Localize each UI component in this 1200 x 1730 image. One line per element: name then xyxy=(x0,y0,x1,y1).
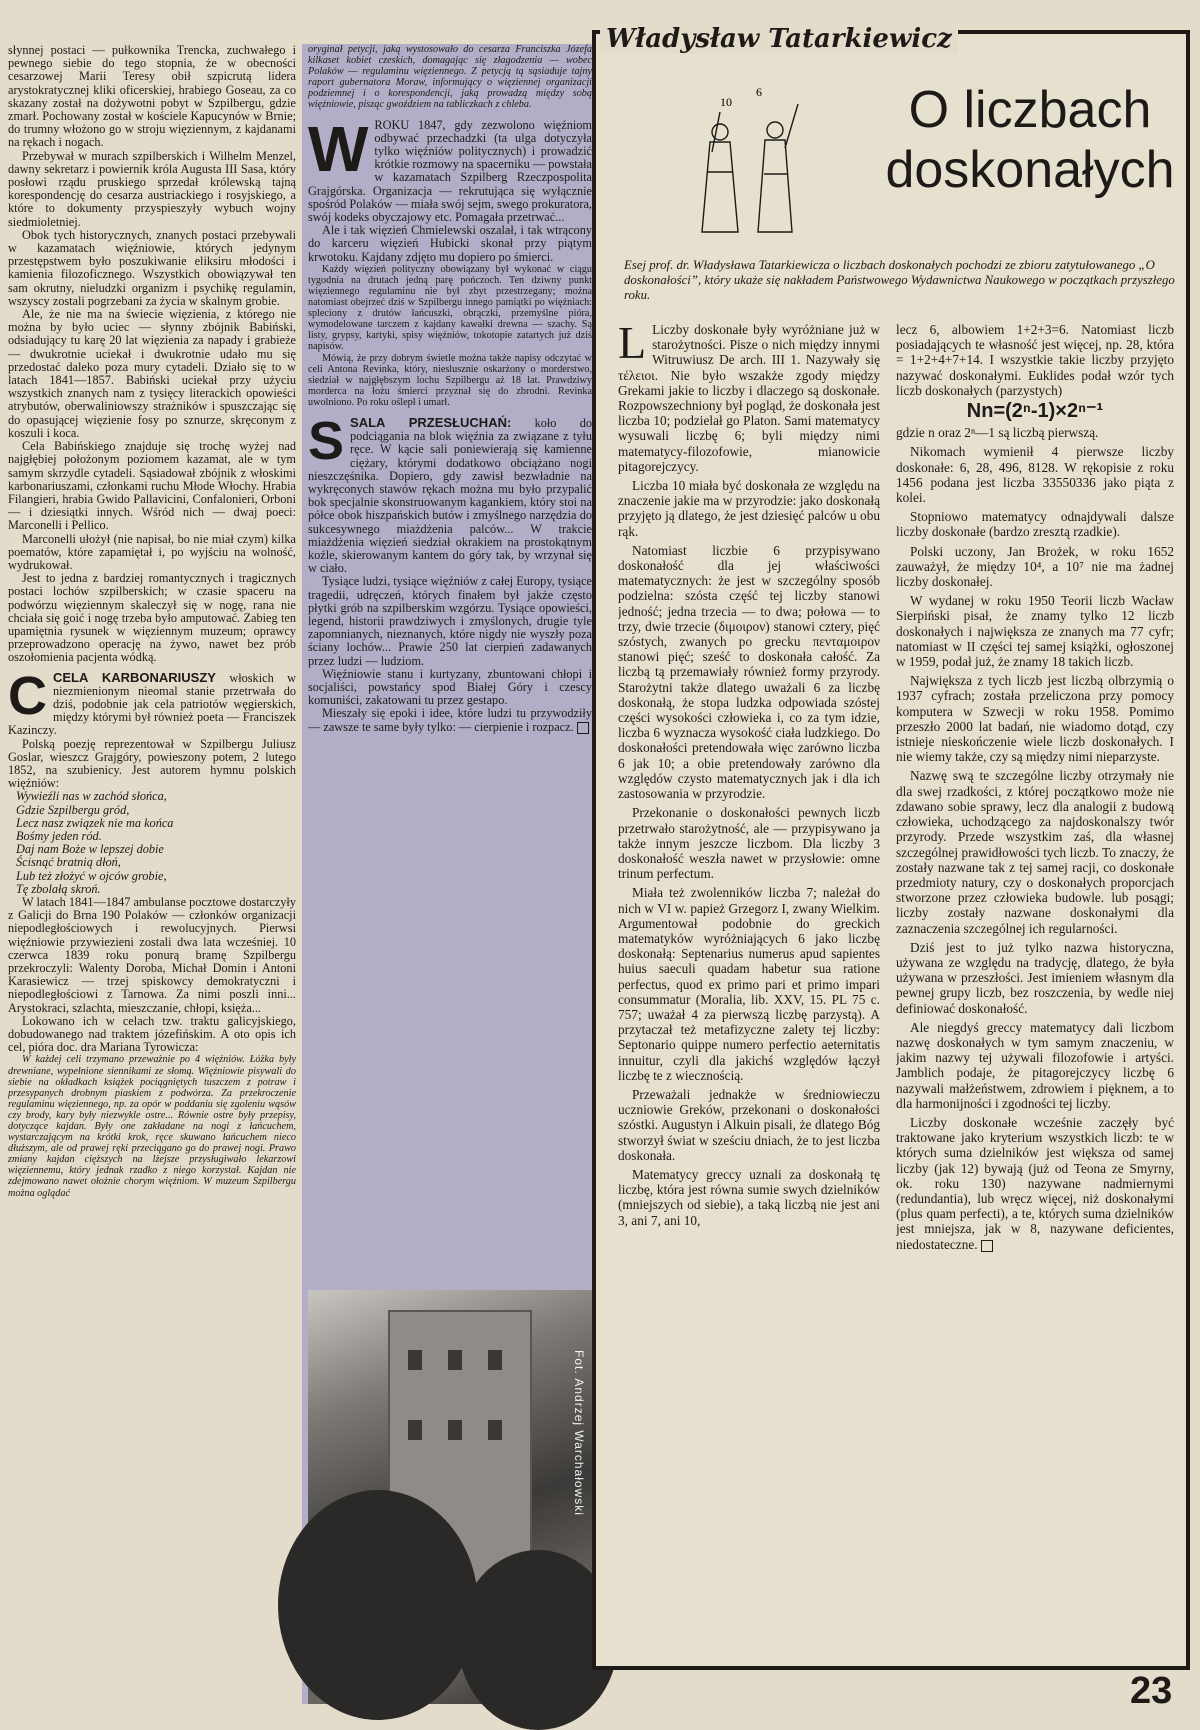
paragraph: Stopniowo matematycy odnajdywali dalsze liczby doskonałe (bardzo zresztą rzadkie). xyxy=(896,509,1174,540)
photo-credit: Fot. Andrzej Warchałowski xyxy=(572,1350,586,1516)
poem-line: Ścisnąć bratnią dłoń, xyxy=(16,855,121,870)
paragraph: Liczba 10 miała być doskonała ze względu na znaczenie jakie ma w przyrodzie: jako doskonałą przyjęto ją dlatego, że jest dziesięć palców u obu rąk. xyxy=(618,478,880,539)
paragraph: Polski uczony, Jan Brożek, w roku 1652 zauważył, że między 10⁴, a 10⁷ nie ma żadnej liczby doskonałej. xyxy=(896,543,1174,590)
paragraph: włoskich w niezmienionym nieomal stanie przetrwała do dziś, podobnie jak cela patriotów węgierskich, między którymi był również poeta — Franciszek Kazinczy. xyxy=(8,670,296,738)
paragraph: Przebywał w murach szpilberskich i Wilhelm Menzel, dawny sekretarz i powiernik króla Augusta III Sasa, który posłowi rządu pruskiego sprzedał królewską tajną korespondencję do cesarza austriackiego i rosyjskiego, a które to dokumenty przyspieszyły wybuch wojny siedmioletniej. xyxy=(8,148,296,229)
quote-paragraph: W każdej celi trzymano przeważnie po 4 więźniów. Łóżka były drewniane, wypełnione siennikami ze słomą. Więźniowie pisywali do siebie na okładkach książek pociągniętych tuszczem z potraw i przesypanych drobnym piaskiem z podwórza. Za przekroczenie regulaminu więziennego, np. za opór w poddaniu się zgoleniu wąsów czy brody, kary były niezwykle ostre... Równie ostre były przepisy, dotyczące kajdan. Były one zakładane na nogi z łańcuchem, wystarczającym na krótki krok, ręce skuwano łańcuchem nieco dłuższym, ale od prawej ręki przeciągano go do prawej nogi. Prawo zmiany kajdan cięższych na lżejsze przysługiwało lekarzowi więziennemu, który jednak rzadko z niego korzystał. Kajdan nie zdejmowano nawet ołożnie chorym więźniom. W muzeum Szpilbergu można oglądać xyxy=(8,1054,296,1199)
paragraph: W latach 1841—1847 ambulanse pocztowe dostarczyły z Galicji do Brna 190 Polaków — członków organizacji niepodległościowych i rewolucyjnych. Pierwsi więźniowie przywiezieni zostali dwa lata wcześniej. 10 czerwca 1839 roku ponurą bramę Szpilbergu przekroczyli: Walenty Doroba, Michał Domin i Antoni Karasiewicz — trzej spiskowcy demokratyczni i niepodległościowi z Tarnowa. Za nimi poszli inni... Arystokraci, szlachta, mieszczanie, chłopi, księża... xyxy=(8,895,296,1015)
paragraph: Ale niegdyś greccy matematycy dali liczbom nazwę doskonałych w tym samym znaczeniu, w jakim nazwy tej używali filozofowie i artyści. Jamblich podaje, że pitagorejczycy liczbę 6 nazywali małżeństwem, zdrowiem i pięknem, a to dla harmonijności i zgodności tej liczby. xyxy=(896,1019,1174,1111)
poem-line: Tę zbolałą skroń. xyxy=(16,881,101,896)
paragraph: Jest to jedna z bardziej romantycznych i tragicznych postaci lochów szpilberskich; w czasie spaceru na podwórzu więziennym skaleczył się w nogę, rana nie chciała się goić i nogę trzeba było amputować. Zabieg ten upamiętnia rysunek w więziennym muzeum; oprawcy przeprowadzono operację na żywo, nawet bez prób oszołomienia pacjenta wódką. xyxy=(8,571,296,665)
paragraph: słynnej postaci — pułkownika Trencka, zuchwałego i pewnego siebie do tego stopnia, że w obecności cesarzowej Marii Teresy obił szpicrutą lidera arystokratycznej kliki oficerskiej, hrabiego Goseau, za co skazany został na dożywotni pobyt w Szpilbergu, gdzie zmarł. Pochowany został w kościele Kapucynów w Brnie; do trumny włożono go w stroju więziennym, z kajdanami na rękach i nogach. xyxy=(8,44,296,150)
paragraph: koło do podciągania na blok więźnia za związane z tyłu ręce. W kącie sali poniewierają się kamienne ciężary, którymi dodatkowo obciążano nogi nieszczęśnika. Dopiero, gdy zawisł bezwładnie na wykręconych stawów rękach można mu było przypalić bok specjalnie skonstruowanym kagankiem, który stoi na półce obok hiszpańskich butów i zmyślnego narzędzia do sukcesywnego miażdżenia palców... W trakcie miażdżenia więzień siedział okrakiem na prostokątnym koźle, skierowanym kantem do góry tak, by wrzynał się w ciało. xyxy=(308,416,592,576)
paragraph-text: Mieszały się epoki i idee, które ludzi tu przywodziły — zawsze te same były tylko: — cierpienie i rozpacz. xyxy=(308,706,592,734)
paragraph xyxy=(618,322,880,474)
euclid-formula: Nn=(2ⁿ-1)×2ⁿ⁻¹ xyxy=(966,400,1104,423)
middle-column xyxy=(308,44,592,1284)
paragraph: Więźniowie stanu i kurtyzany, zbuntowani chłopi i socjaliści, powstańcy spod Białej Góry i czescy komuniści, zakatowani tu przez gestapo. xyxy=(308,666,592,708)
article-title: O liczbach doskonałych xyxy=(885,81,1175,199)
paragraph: lecz 6, albowiem 1+2+3=6. Natomiast liczb posiadających te własność jest więcej, np. 28, która = 1+2+4+7+14. I wszystkie takie liczby przyjęto nazywać doskonałymi. Euklides podał wzór tych liczb doskonałych (parzystych) xyxy=(896,322,1174,398)
quote-paragraph: oryginał petycji, jaką wystosowało do cesarza Franciszka Józefa kilkaset kobiet czeskich, domagając się złagodzenia — wobec Polaków — regulaminu więziennego. Z petycją tą sąsiaduje tajny raport gubernatora Moraw, informujący o więziennej organizacji podziemnej i o korespondencji, jaką prowadzą między sobą więźniowie, pisząc gwoździem na tabliczkach z chleba. xyxy=(308,44,592,111)
window-shape xyxy=(408,1420,422,1440)
castle-photo xyxy=(308,1290,592,1704)
paragraph: Największa z tych liczb jest liczbą olbrzymią o 1937 cyfrach; została przeliczona przy pomocy komputera w Szwecji w roku 1958. Pomimo przeszło 2000 lat badań, nie wiadomo dotąd, czy istnieje nieskończenie wiele liczb doskonałych. I nie wiemy także, czy są między nimi nieparzyste. xyxy=(896,673,1174,765)
paragraph: Lokowano ich w celach tzw. traktu galicyjskiego, dobudowanego nad traktem józefińskim. A oto opis ich cel, pióra doc. dra Mariana Tyrowicza: xyxy=(8,1013,296,1055)
paragraph: W wydanej w roku 1950 Teorii liczb Wacław Sierpiński pisał, że znamy tylko 12 liczb doskonałych i największa ze znanych ma 77 cyfr; natomiast w II części tej samej książki, ogłoszonej w 1959, podał już, że znamy 18 takich liczb. xyxy=(896,593,1174,670)
paragraph: Przekonanie o doskonałości pewnych liczb przetrwało starożytność, ale — przypisywano ja także innym jeszcze liczbom. Dla liczby 3 doskonałość weszła nawet w przysłowie: omne trinum perfectum. xyxy=(618,805,880,882)
paragraph: Ale i tak więzień Chmielewski oszalał, i tak wtrącony do karceru więzień Hubicki skonał przy piątym krwotoku. Kajdany zdjęto mu dopiero po śmierci. xyxy=(308,223,592,264)
paragraph: Obok tych historycznych, znanych postaci przebywali w kazamatach więźniowie, których jedynym przestępstwem było poszukiwanie eliksiru młodości i kamienia filozoficznego. Wszystkich obowiązywał ten sam okrutny, nieludzki organizm i psychikę regulamin, wszyscy zostali pogrzebani za życia w skalnym grobie. xyxy=(8,227,296,308)
paragraph-text: Liczby doskonałe były wyróżniane już w starożytności. Pisze o nich między innymi Witruwiusz De arch. III 1. Nazywały się τέλειοι. Nie było wszakże zgody między Grekami jakie to liczby i dlaczego są doskonałe. Rozpowszechniony był pogląd, że doskonała jest liczba 10; podzielał go Platon. Sami matematycy wysuwali liczbę 6; byli między nimi matematycy-filozofowie, mianowicie pitagorejczycy. xyxy=(618,322,880,474)
paragraph: gdzie n oraz 2ⁿ—1 są liczbą pierwszą. xyxy=(896,425,1099,441)
article-column-2 xyxy=(896,322,1174,1652)
tree-shape xyxy=(278,1490,478,1720)
illus-number: 6 xyxy=(756,85,762,99)
window-shape xyxy=(448,1420,462,1440)
poem-line: Wywieźli nas w zachód słońca, xyxy=(16,789,167,804)
drop-cap: L xyxy=(618,322,647,368)
end-mark-icon xyxy=(981,1240,993,1252)
drop-cap: W xyxy=(308,112,369,185)
paragraph xyxy=(896,1115,1174,1252)
drop-cap: C xyxy=(8,665,47,726)
paragraph: Miała też zwolenników liczba 7; należał do nich w VI w. papież Grzegorz I, zwany Wielkim. Argumentował podobnie do greckich matematyków wyróżniających 6 jako liczbę doskonałą: Septenarius numerus apud sapientes huius saeculi quadam habetur sua ratione perfectus, quod ex primo pari et primo impari consummatur (Moralia, lib. XXV, 15. PL 75 c. 757; uważał 4 za pierwszą liczbę parzystą). A przytaczał też metafizyczne zalety tej liczby: Septonario quippe numero perfectio aeternitatis innuitur, czyli dla jakichś względów łączył liczbę te z wiecznością. xyxy=(618,885,880,1083)
paragraph: Przeważali jednakże w średniowieczu uczniowie Greków, przekonani o doskonałości szóstki. Augustyn i Alkuin pisali, że dlatego Bóg stworzył świat w sześciu dniach, że to jest liczba doskonała. xyxy=(618,1086,880,1163)
paragraph: Matematycy greccy uznali za doskonałą tę liczbę, która jest równa sumie swych dzielników (mniejszych od siebie), a taką liczbą nie jest ani 3, ani 7, ani 10, xyxy=(618,1166,880,1228)
paragraph: Tysiące ludzi, tysiące więźniów z całej Europy, tysiące tragedii, udręczeń, których finałem był jakże często płytki grób na szpilberskim wzgórzu. Tysiące opowieści, legend, historii prawdziwych i zmyślonych, drugie tyle zapomnianych, nieznanych, które nigdy nie wyszły poza ściany lochów... Prawie 250 lat cierpień zadawanych przez ludzi — ludziom. xyxy=(308,574,592,668)
paragraph xyxy=(308,707,592,733)
paragraph: ROKU 1847, gdy zezwolono więźniom odbywać przechadzki (ta ulga dotyczyła tylko więźniów politycznych) i prowadzić krótkie rozmowy na spacerniku — powstała w kazamatach Szpilberg Rzeczpospolita Grajgórska. Organizacja — rekrutująca się wyłącznie spośród Polaków — miała swój sejm, swego prokuratora, swój kodeks obyczajowy etc. Pomagała przetrwać... xyxy=(308,117,592,224)
poem-line: Gdzie Szpilbergu gród, xyxy=(16,802,130,817)
poem xyxy=(8,790,296,896)
author-name: Władysław Tatarkiewicz xyxy=(600,24,958,54)
poem-line: Lecz nasz związek nie ma końca xyxy=(16,815,174,830)
article-column-1 xyxy=(618,322,880,1652)
article-intro: Esej prof. dr. Władysława Tatarkiewicza o liczbach doskonałych pochodzi ze zbioru zatytułowanego „O doskonałości”, który ukaże się nakładem Państwowego Wydawnictwa Naukowego w początkach przyszłego roku. xyxy=(624,258,1175,302)
window-shape xyxy=(448,1350,462,1370)
poem-line: Daj nam Boże w lepszej dobie xyxy=(16,842,164,857)
section-heading: CELA KARBONARIUSZY xyxy=(53,669,216,685)
paragraph-text: Liczby doskonałe wcześnie zaczęły być traktowane jako kryterium wszystkich liczb: te w których suma dzielników jest większa od samej liczby (jak 12) bywają (już od Teona ze Smyrny, ok. roku 130) nazywane nadmiernymi (redundantia), lub wręcz więcej, niż doskonałymi (plus quam perfecti), a te, których suma dzielników jest mniejsza, jak w 8, nazywane deficientes, niedostateczne. xyxy=(896,1114,1174,1252)
section-sala xyxy=(308,411,592,576)
window-shape xyxy=(408,1350,422,1370)
paragraph: Polską poezję reprezentował w Szpilbergu Juliusz Goslar, wieszcz Grajgóry, powieszony potem, 2 lutego 1852, na szubienicy. Jest autorem hymnu polskich więźniów: xyxy=(8,736,296,791)
paragraph: Ale, że nie ma na świecie więzienia, z którego nie można by było uciec — słynny zbójnik Babiński, odsiadujący tu karę 20 lat więzienia za napady i grabieże — dwukrotnie uciekał i dwukrotnie udało mu się przedostać daleko poza mury cytadeli. Działo się to w latach 1841—1857. Babiński uciekał przy użyciu wszystkich znanych nam z tysięcy literackich opowieści atrybutów, oberwaliniowszy strażników i spuszczając się do opasującej więzienie fosy po sznurze, skręconym z koszuli i koca. xyxy=(8,307,296,440)
paragraph: Marconelli ułożył (nie napisał, bo nie miał czym) kilka poematów, które zapamiętał i, po wyjściu na wolność, wydrukował. xyxy=(8,531,296,572)
section-heading: SALA PRZESŁUCHAŃ: xyxy=(350,415,512,431)
philosophers-illustration-icon xyxy=(680,82,850,242)
paragraph: Dziś jest to już tylko nazwa historyczna, używana ze względu na tradycję, dlatego, że była używana w przeszłości. Jest imieniem własnym dla pewnej grupy liczb, bez roszczenia, by wedle niej definiować doskonałość. xyxy=(896,939,1174,1016)
drop-cap: S xyxy=(308,411,345,472)
poem-line: Lub też złożyć w ojców grobie, xyxy=(16,868,167,883)
section-roku xyxy=(308,112,592,225)
paragraph: Mówią, że przy dobrym świetle można także napisy odczytać w celi Antona Revinka, który, nieslusznie oskarżony o morderstwo, siedział w najgłębszym lochu Szpilbergu aż 18 lat. Prawdziwy morderca na łożu śmierci przyznał się do zbrodni. Revinka uwolniono. Po roku oślepł i umarł. xyxy=(308,352,592,408)
paragraph: Nazwę swą te szczególne liczby otrzymały nie dla swej rzadkości, z której początkowo może nie zdawano sobie sprawy, lecz dla analogii z budową człowieka, uchodzącego za najdoskonalszy twór przyrody. Przede wszystkim zaś, dla własnej szczególnej prawidłowości tych liczb. To znaczy, że zostały nazwane tak z tej samej racji, co doskonałe przedmioty natury, czy o doskonałych proporcjach stworzone przez człowieka budowle. lub posągi; liczby zostały nazwane doskonałymi dla zaznaczenia szczególnej ich regularności. xyxy=(896,768,1174,936)
page-number: 23 xyxy=(1130,1670,1173,1712)
paragraph: Nikomach wymienił 4 pierwsze liczby doskonałe: 6, 28, 496, 8128. W rękopisie z roku 1456 podana jest liczba 33550336 jako piąta z kolei. xyxy=(896,444,1174,506)
paragraph: Natomiast liczbie 6 przypisywano doskonałość dla jej właściwości matematycznych: że jest w szczególny sposób podzielna: szósta część tej liczby stanowi jedność; jedna trzecia — to dwa; połowa — to trzy, dwie trzecie (διμοιρον) stanowi cztery, pięć szóstych, zwanych po grecku πενταμοιρον stanowi pięć; sześć to doskonała całość. Za liczbą tą przemawiały również formy przyrody. Starożytni także dlatego uważali 6 za liczbę doskonałą, że stopa ludzka odpowiada szóstej części wysokości człowieka i, co za tym idzie, liczba 6 wyznacza wysokość ciała ludzkiego. Do doskonałości pretendowała więc zarówno liczba 6 jak 10; a obie pretendowały zarówno dla względów czysto matematycznych jak i dla ich zastosowania w przyrodzie. xyxy=(618,542,880,802)
paragraph: Każdy więzień polityczny obowiązany był wykonać w ciągu tygodnia na drutach jedną parę pończoch. Ten dziwny punkt więziennego regulaminu nie był zbyt przestrzegany; można natomiast obejrzeć dziś w Szpilbergu innego pamiątki po więźniach: spleciony z drutów łańcuszki, obrączki, przemyślne pióra, wymodelowane tarczem z kajdany kawałki drewna — szachy. Są listy, grypsy, kartyki, spisy więźniów, tokotopie zatartych już dziś napisów. xyxy=(308,263,592,353)
paragraph: Cela Babińskiego znajduje się trochę wyżej nad najgłębiej położonym poziomem kazamat, ale w tym samym skrzydle cytadeli. Sąsiadował zbójnik z włoskimi karbonariuszami, członkami ruchu Młode Włochy. Hrabia Filangieri, hrabia Gwido Pallavicini, Confalonieri, Orboni — i dziesiątki innych. Wśród nich — dwaj poeci: Marconelli i Pellico. xyxy=(8,439,296,533)
section-cela xyxy=(8,665,296,738)
left-column xyxy=(8,44,296,1704)
window-shape xyxy=(488,1420,502,1440)
end-mark-icon xyxy=(577,722,589,734)
window-shape xyxy=(488,1350,502,1370)
poem-line: Bośmy jeden ród. xyxy=(16,828,102,843)
illus-number: 10 xyxy=(720,95,732,109)
